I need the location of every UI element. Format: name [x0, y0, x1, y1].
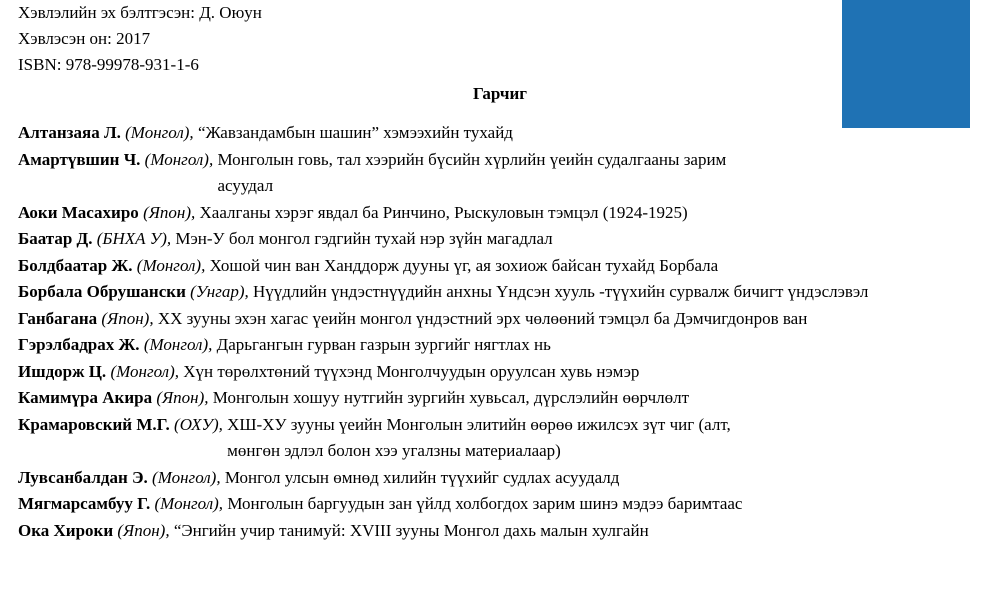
entry-country: (Монгол), — [136, 255, 206, 275]
entry-country: (Япон), — [101, 308, 154, 328]
entry-title: Дарьгангын гурван газрын зургийг нягтлах нь — [216, 335, 551, 354]
entry-title: Монголын говь, тал хээрийн бүсийн хүрлийн үеийн судалгааны зарим асуудал — [217, 149, 727, 195]
toc-entry — [18, 465, 990, 492]
isbn-line: ISBN: 978-99978-931-1-6 — [18, 55, 199, 74]
entry-author: Аоки Масахиро — [18, 202, 139, 222]
entry-country: (ОХУ), — [174, 414, 223, 434]
entry-author: Болдбаатар Ж. — [18, 255, 133, 275]
book-cover-image — [842, 0, 970, 128]
toc-entry — [18, 306, 990, 333]
entry-country: (Монгол), — [154, 494, 224, 513]
toc-entry — [18, 120, 990, 147]
entry-author: Камимүра Акира — [18, 388, 153, 407]
entry-author: Алтанзаяа Л. — [18, 123, 121, 142]
entry-author: Ганбагана — [18, 308, 98, 328]
toc-entry — [18, 279, 990, 306]
table-of-contents — [18, 120, 990, 544]
entry-country: (Монгол), — [143, 335, 213, 354]
toc-heading: Гарчиг — [473, 84, 527, 103]
entry-country: (Япон), — [143, 202, 196, 222]
entry-country: (Монгол), — [152, 467, 221, 487]
entry-title: Монгол улсын өмнөд хилийн түүхийг судлах асуудалд — [224, 467, 620, 487]
toc-entry — [18, 385, 990, 412]
entry-country: (Япон), — [117, 520, 170, 540]
entry-author: Мягмарсамбуу Г. — [18, 494, 151, 513]
entry-title: Монголын баргуудын зан үйлд холбогдох зарим шинэ мэдээ баримтаас — [227, 494, 743, 513]
entry-author: Борбала Обрушански — [18, 282, 186, 301]
entry-author: Ока Хироки — [18, 520, 114, 540]
entry-title: Хаалганы хэрэг явдал ба Ринчино, Рыскуловын тэмцэл (1924-1925) — [199, 202, 688, 222]
entry-title: ХШ-ХУ зууны үеийн Монголын элитийн өөрөө ижилсэх зүт чиг (алт, мөнгөн эдлэл болон хээ угалзны материалаар) — [227, 414, 731, 460]
toc-entry — [18, 200, 990, 227]
entry-title: “Жавзандамбын шашин” хэмээхийн тухайд — [197, 123, 513, 142]
entry-author: Амартүвшин Ч. — [18, 149, 141, 169]
entry-country: (Монгол), — [110, 361, 179, 381]
toc-entry — [18, 412, 990, 465]
entry-title: Хүн төрөлхтөний түүхэнд Монголчуудын оруулсан хувь нэмэр — [183, 361, 640, 381]
entry-title: ХХ зууны эхэн хагас үеийн монгол үндэстний эрх чөлөөний тэмцэл ба Дэмчигдонров ван — [157, 308, 808, 328]
toc-entry — [18, 253, 990, 280]
entry-country: (Унгар), — [190, 282, 249, 301]
entry-title: Нүүдлийн үндэстнүүдийн анхны Үндсэн хууль -түүхийн сурвалж бичигт үндэслэвэл — [253, 282, 869, 301]
entry-author: Гэрэлбадрах Ж. — [18, 335, 140, 354]
year-line: Хэвлэсэн он: 2017 — [18, 29, 151, 48]
entry-author: Ишдорж Ц. — [18, 361, 107, 381]
entry-country: (Монгол), — [144, 149, 214, 169]
entry-author: Крамаровский М.Г. — [18, 414, 170, 434]
publication-info — [18, 0, 818, 78]
toc-entry — [18, 332, 990, 359]
entry-country: (БНХА У), — [96, 229, 172, 248]
toc-entry — [18, 518, 990, 545]
entry-title: “Энгийн учир танимуй: XVIII зууны Монгол дахь малын хулгайн — [173, 520, 649, 540]
toc-entry — [18, 491, 990, 518]
entry-author: Баатар Д. — [18, 229, 93, 248]
entry-title: Хошой чин ван Ханддорж дууны үг, ая зохиож байсан тухайд Борбала — [209, 255, 719, 275]
toc-entry — [18, 147, 990, 200]
entry-title: Монголын хошуу нутгийн зургийн хувьсал, дүрслэлийн өөрчлөлт — [212, 388, 690, 407]
toc-entry — [18, 226, 990, 253]
entry-country: (Монгол), — [125, 123, 194, 142]
editor-line: Хэвлэлийн эх бэлтгэсэн: Д. Оюун — [18, 3, 262, 22]
entry-title: Мэн-У бол монгол гэдгийн тухай нэр зүйн магадлал — [175, 229, 553, 248]
entry-country: (Япон), — [156, 388, 209, 407]
toc-entry — [18, 359, 990, 386]
entry-author: Лувсанбалдан Э. — [18, 467, 148, 487]
